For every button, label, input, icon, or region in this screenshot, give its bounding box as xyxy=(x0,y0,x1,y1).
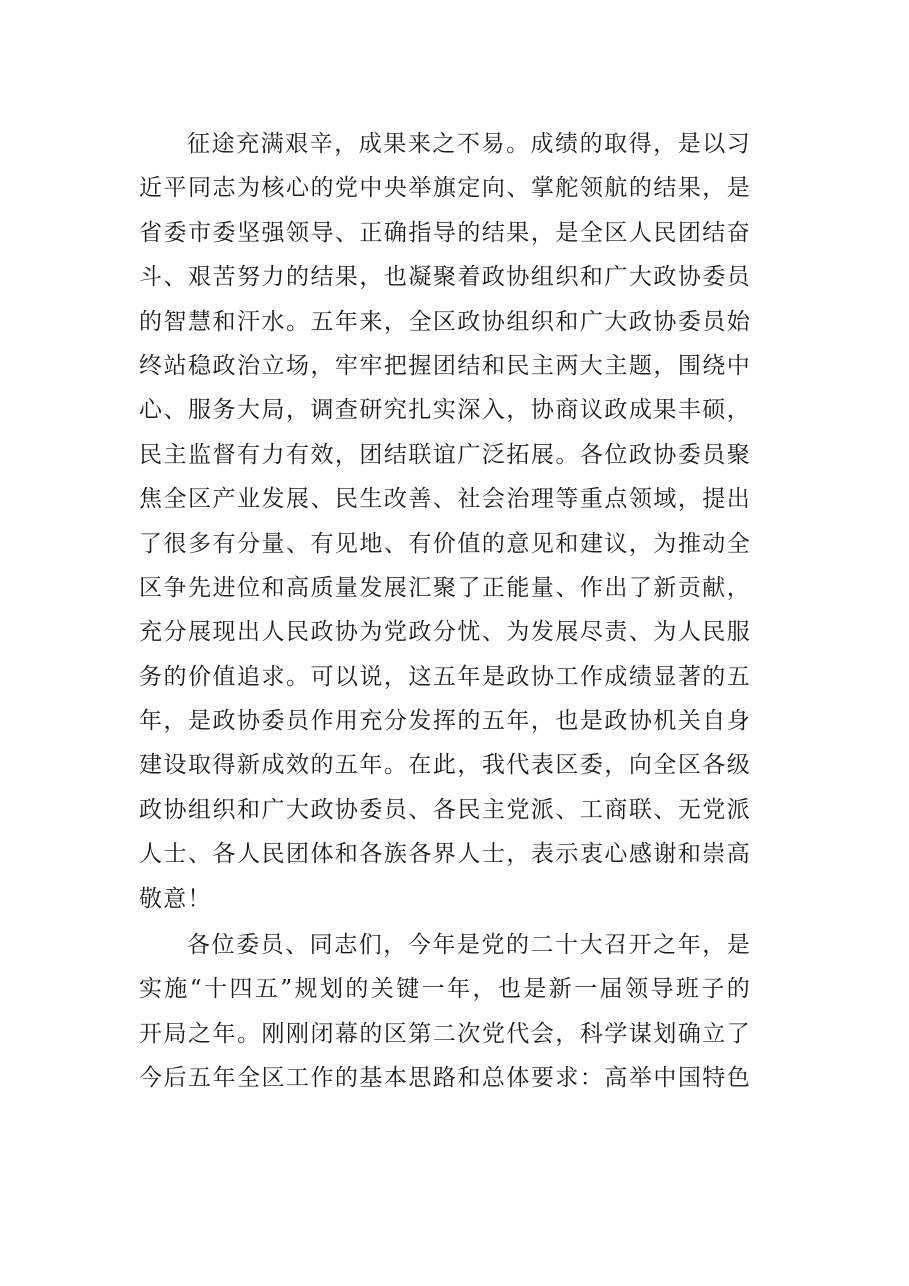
text-line: 焦全区产业发展、民生改善、社会治理等重点领域，提出 xyxy=(139,486,751,513)
paragraph-achievements xyxy=(139,122,751,921)
text-line: 人士、各人民团体和各族各界人士，表示衷心感谢和崇高 xyxy=(139,841,751,868)
text-line: 今后五年全区工作的基本思路和总体要求：高举中国特色 xyxy=(139,1065,751,1092)
text-line: 的智慧和汗水。五年来，全区政协组织和广大政协委员始 xyxy=(139,308,751,335)
text-line: 区争先进位和高质量发展汇聚了正能量、作出了新贡献， xyxy=(139,574,751,601)
paragraph-this-year xyxy=(139,923,751,1101)
text-line: 各位委员、同志们，今年是党的二十大召开之年，是 xyxy=(187,932,751,959)
text-line: 了很多有分量、有见地、有价值的意见和建议，为推动全 xyxy=(139,530,751,557)
text-line: 终站稳政治立场，牢牢把握团结和民主两大主题，围绕中 xyxy=(139,352,751,379)
text-line: 开局之年。刚刚闭幕的区第二次党代会，科学谋划确立了 xyxy=(139,1020,751,1047)
text-line: 敬意！ xyxy=(139,885,212,912)
text-line: 省委市委坚强领导、正确指导的结果，是全区人民团结奋 xyxy=(139,219,751,246)
text-line: 斗、艰苦努力的结果，也凝聚着政协组织和广大政协委员 xyxy=(139,264,751,291)
text-line: 政协组织和广大政协委员、各民主党派、工商联、无党派 xyxy=(139,796,751,823)
text-line: 务的价值追求。可以说，这五年是政协工作成绩显著的五 xyxy=(139,663,751,690)
text-line: 民主监督有力有效，团结联谊广泛拓展。各位政协委员聚 xyxy=(139,441,751,468)
text-line: 征途充满艰辛，成果来之不易。成绩的取得，是以习 xyxy=(187,131,751,157)
text-line: 近平同志为核心的党中央举旗定向、掌舵领航的结果，是 xyxy=(139,175,751,202)
text-line: 心、服务大局，调查研究扎实深入，协商议政成果丰硕， xyxy=(139,397,751,424)
text-line: 实施“十四五”规划的关键一年，也是新一届领导班子的 xyxy=(139,976,751,1003)
text-line: 建设取得新成效的五年。在此，我代表区委，向全区各级 xyxy=(139,752,751,779)
text-line: 充分展现出人民政协为党政分忧、为发展尽责、为人民服 xyxy=(139,619,751,646)
text-line: 年，是政协委员作用充分发挥的五年，也是政协机关自身 xyxy=(139,708,751,735)
document-body xyxy=(139,122,751,1101)
